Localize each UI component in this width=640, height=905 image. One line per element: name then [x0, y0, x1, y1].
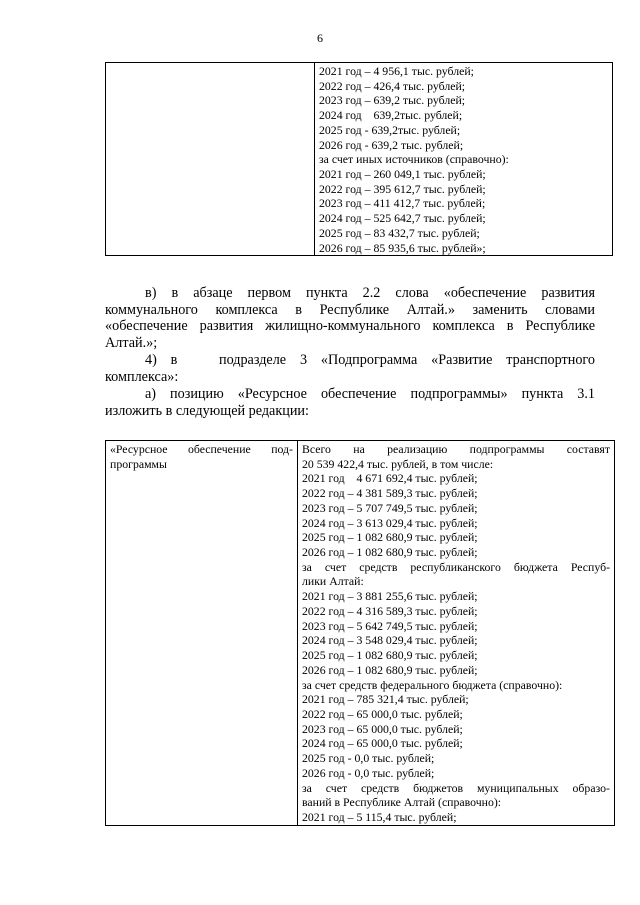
table-line: 2026 год - 0,0 тыс. рублей; — [302, 765, 435, 780]
table-line: 2025 год - 0,0 тыс. рублей; — [302, 751, 435, 766]
table-line: 2021 год – 5 115,4 тыс. рублей; — [302, 809, 457, 824]
resource-provision-table — [105, 440, 615, 826]
paragraph-line: комплекса»: — [105, 368, 179, 385]
table-line: 2021 год – 4 956,1 тыс. рублей; — [319, 64, 474, 78]
table-line: за счет средств республиканского бюджета Респуб- — [302, 559, 610, 574]
table-line: 2023 год – 639,2 тыс. рублей; — [319, 93, 466, 108]
table-line: 2021 год – 3 881 255,6 тыс. рублей; — [302, 589, 478, 604]
table-line: 2022 год – 4 381 589,3 тыс. рублей; — [302, 486, 478, 501]
table-label-cell — [106, 441, 298, 826]
paragraph-line: Алтай.»; — [105, 334, 158, 351]
paragraph-line: «обеспечение развития жилищно-коммунального комплекса в Республике — [105, 318, 595, 335]
table-line: 2022 год – 4 316 589,3 тыс. рублей; — [302, 603, 478, 618]
paragraph-line: в) в абзаце первом пункта 2.2 слова «обеспечение развития — [145, 285, 595, 301]
table-line: 2023 год – 65 000,0 тыс. рублей; — [302, 721, 463, 736]
table-line: 2026 год – 1 082 680,9 тыс. рублей; — [302, 545, 478, 560]
table-line: лики Алтай: — [302, 574, 364, 589]
table-value-cell — [315, 63, 613, 256]
table-line: 2023 год – 5 707 749,5 тыс. рублей; — [302, 500, 478, 515]
paragraph-line: 4) в подразделе 3 «Подпрограмма «Развитие транспортного — [145, 352, 595, 368]
paragraph-item-4 — [105, 352, 595, 385]
table-line: 2024 год – 65 000,0 тыс. рублей; — [302, 736, 463, 751]
table-line: за счет средств бюджетов муниципальных образо- — [302, 780, 610, 795]
paragraph-item-v — [105, 285, 595, 351]
table-line: 2026 год – 85 935,6 тыс. рублей»; — [319, 240, 486, 255]
table-line: 2022 год – 65 000,0 тыс. рублей; — [302, 706, 463, 721]
table-label-line: «Ресурсное обеспечение под- — [110, 442, 293, 456]
table-label-line: программы — [110, 456, 167, 471]
paragraph-item-a — [105, 386, 595, 419]
table-line: 2021 год – 260 049,1 тыс. рублей; — [319, 167, 486, 182]
table-line: 2025 год – 83 432,7 тыс. рублей; — [319, 225, 480, 240]
page-number: 6 — [317, 31, 323, 45]
table-line: за счет иных источников (справочно): — [319, 152, 509, 167]
funding-table-continued — [105, 62, 613, 256]
table-line: 2025 год – 1 082 680,9 тыс. рублей; — [302, 648, 478, 663]
paragraph-line: изложить в следующей редакции: — [105, 402, 309, 419]
table-line: 2024 год – 3 548 029,4 тыс. рублей; — [302, 633, 478, 648]
table-line: 20 539 422,4 тыс. рублей, в том числе: — [302, 456, 494, 471]
paragraph-line: а) позицию «Ресурсное обеспечение подпрограммы» пункта 3.1 — [145, 386, 595, 402]
table-line: 2026 год – 1 082 680,9 тыс. рублей; — [302, 662, 478, 677]
table-line: 2021 год 4 671 692,4 тыс. рублей; — [302, 471, 478, 486]
table-line: 2026 год - 639,2 тыс. рублей; — [319, 137, 464, 152]
table-line: за счет средств федерального бюджета (справочно): — [302, 677, 563, 692]
table-line: ваний в Республике Алтай (справочно): — [302, 795, 502, 810]
table-line: 2023 год – 5 642 749,5 тыс. рублей; — [302, 618, 478, 633]
table-line: Всего на реализацию подпрограммы составят — [302, 442, 610, 456]
table-line: 2022 год – 426,4 тыс. рублей; — [319, 78, 466, 93]
table-line: 2024 год – 525 642,7 тыс. рублей; — [319, 211, 486, 226]
table-line: 2022 год – 395 612,7 тыс. рублей; — [319, 181, 486, 196]
table-line: 2025 год – 1 082 680,9 тыс. рублей; — [302, 530, 478, 545]
table-label-cell — [106, 63, 315, 256]
table-line: 2025 год - 639,2тыс. рублей; — [319, 122, 461, 137]
table-line: 2024 год – 3 613 029,4 тыс. рублей; — [302, 515, 478, 530]
paragraph-line: коммунального комплекса в Республике Алтай.» заменить словами — [105, 301, 595, 318]
table-line: 2021 год – 785 321,4 тыс. рублей; — [302, 692, 469, 707]
table-line: 2023 год – 411 412,7 тыс. рублей; — [319, 196, 486, 211]
table-value-cell — [298, 441, 615, 826]
table-line: 2024 год 639,2тыс. рублей; — [319, 108, 463, 123]
